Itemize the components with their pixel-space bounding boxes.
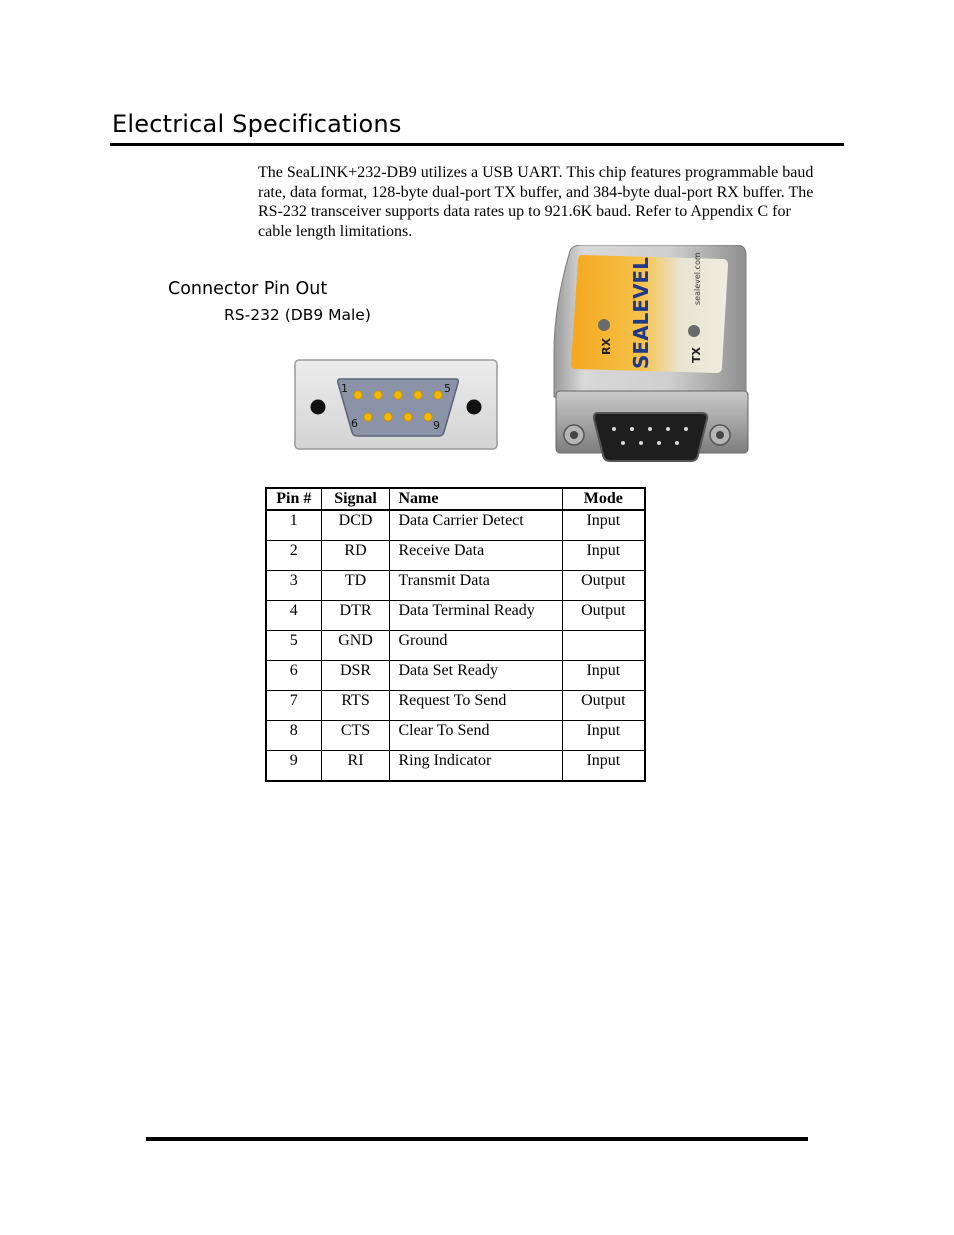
cell-mode: Input [562,510,645,541]
intro-paragraph: The SeaLINK+232-DB9 utilizes a USB UART. This chip features programmable baud rate, data format, 128-byte dual-port TX buffer, and 384-byte dual-port RX buffer. The RS-232 transceiver supports data rates up to 921.6K baud. Refer to Appendix C for cable length limitations. [258,164,814,240]
cell-mode: Input [562,541,645,571]
product-photo [552,245,752,463]
table-header-row [266,488,645,510]
table-row [266,721,645,751]
cell-name: Request To Send [390,691,562,721]
cell-mode: Input [562,751,645,782]
col-header-signal: Signal [321,488,390,510]
pin-label-6: 6 [351,417,358,430]
cell-mode: Output [562,571,645,601]
cell-pin: 2 [266,541,321,571]
cell-signal: GND [321,631,390,661]
col-header-name: Name [390,488,562,510]
cell-name: Clear To Send [390,721,562,751]
cell-pin: 5 [266,631,321,661]
pin-1 [354,391,362,399]
pin-4 [414,391,422,399]
cell-signal: RI [321,751,390,782]
cell-name: Ground [390,631,562,661]
footer-rule [146,1137,808,1141]
cell-pin: 3 [266,571,321,601]
table-row [266,631,645,661]
rx-label: RX [600,338,613,355]
cell-pin: 9 [266,751,321,782]
cell-mode: Output [562,601,645,631]
col-header-pin: Pin # [266,488,321,510]
pin-5 [434,391,442,399]
cell-name: Data Carrier Detect [390,510,562,541]
mounting-hole-left [311,400,326,415]
table-row [266,751,645,782]
cell-signal: RTS [321,691,390,721]
cell-mode [562,631,645,661]
url-text: sealevel.com [693,252,702,305]
db9-connector-diagram [294,359,500,453]
pin-8 [404,413,412,421]
tx-label: TX [690,347,703,363]
cell-pin: 6 [266,661,321,691]
cell-mode: Input [562,661,645,691]
pin-label-9: 9 [433,419,440,432]
cell-mode: Output [562,691,645,721]
cell-signal: RD [321,541,390,571]
cell-name: Receive Data [390,541,562,571]
cell-signal: DTR [321,601,390,631]
table-row [266,661,645,691]
table-row [266,601,645,631]
cell-signal: CTS [321,721,390,751]
cell-name: Ring Indicator [390,751,562,782]
table-row [266,571,645,601]
pin-3 [394,391,402,399]
pin-7 [384,413,392,421]
table-row [266,541,645,571]
cell-signal: TD [321,571,390,601]
cell-name: Transmit Data [390,571,562,601]
pin-2 [374,391,382,399]
mounting-hole-right [467,400,482,415]
table-row [266,691,645,721]
cell-pin: 4 [266,601,321,631]
cell-pin: 1 [266,510,321,541]
pin-label-1: 1 [341,382,348,395]
cell-name: Data Terminal Ready [390,601,562,631]
col-header-mode: Mode [562,488,645,510]
pin-out-table [265,487,646,782]
pin-9 [424,413,432,421]
sub-heading: RS-232 (DB9 Male) [224,306,371,324]
pin-label-5: 5 [444,382,451,395]
title-rule [110,143,844,146]
pin-6 [364,413,372,421]
cell-signal: DCD [321,510,390,541]
cell-pin: 7 [266,691,321,721]
section-heading: Connector Pin Out [168,279,328,299]
cell-signal: DSR [321,661,390,691]
page-title: Electrical Specifications [112,110,402,138]
cell-name: Data Set Ready [390,661,562,691]
table-row [266,510,645,541]
cell-mode: Input [562,721,645,751]
brand-logo-text: SEALEVEL [629,257,653,369]
cell-pin: 8 [266,721,321,751]
